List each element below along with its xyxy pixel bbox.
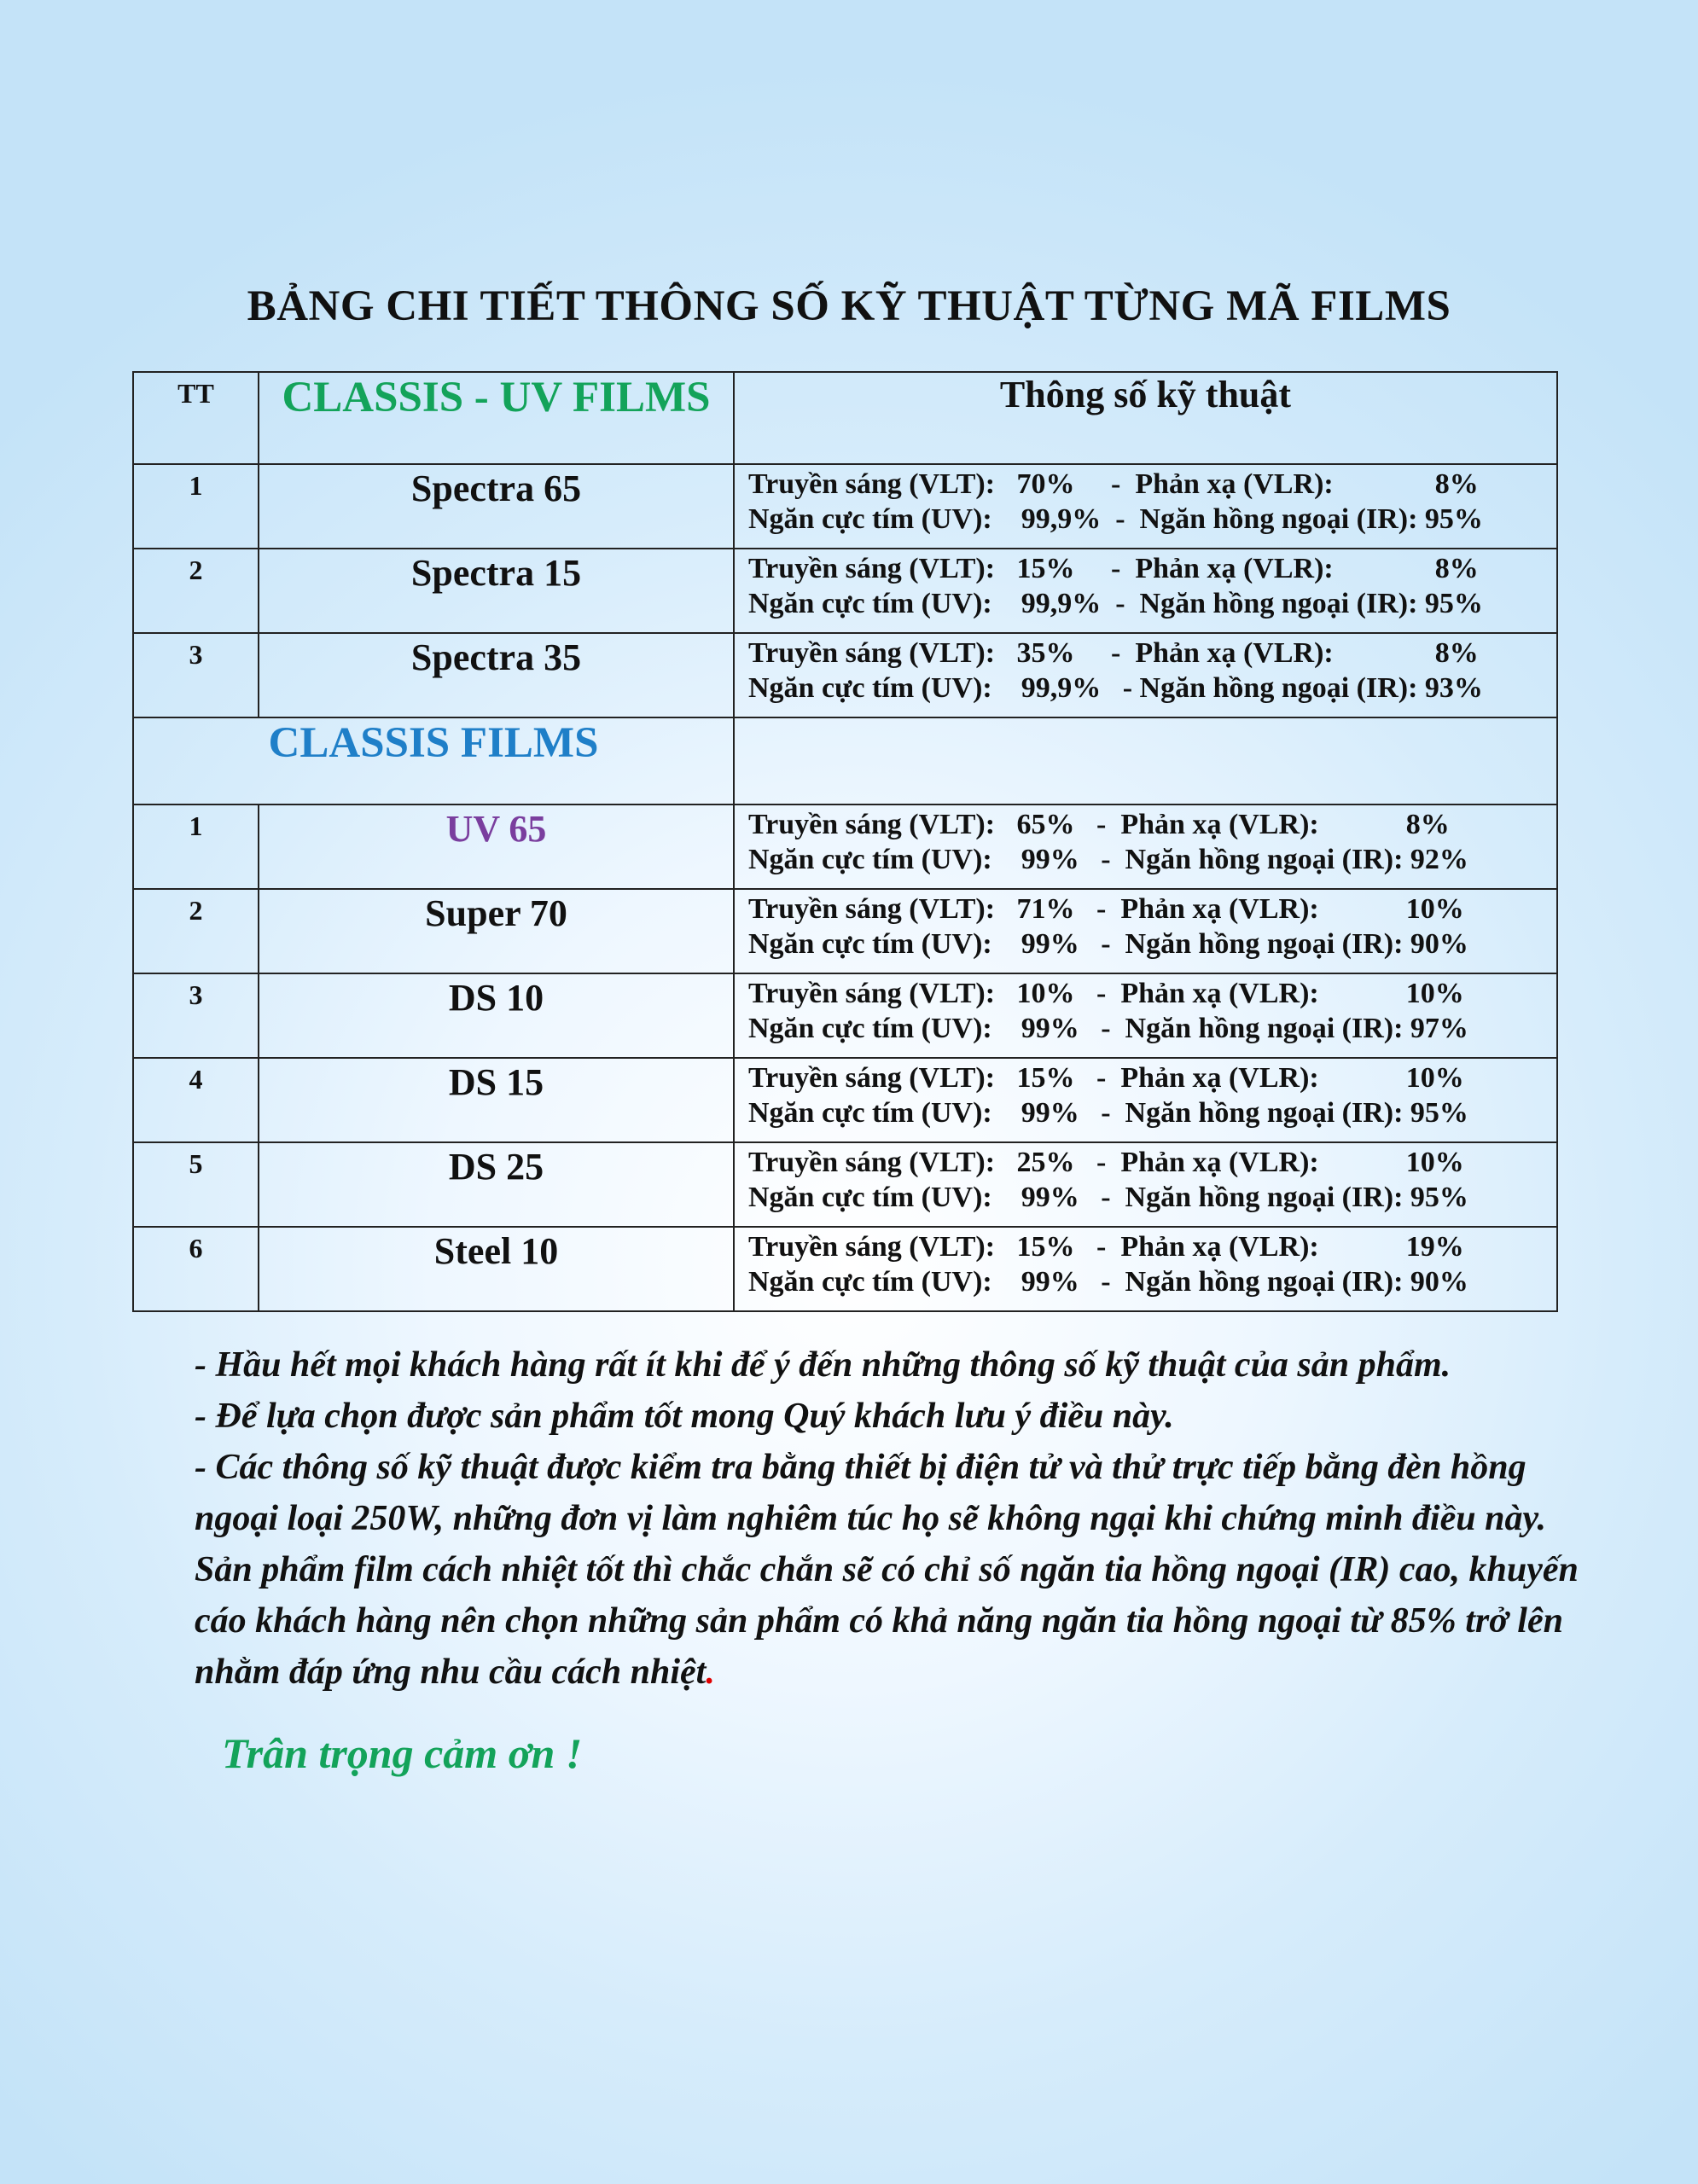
spec-line: Truyền sáng (VLT): 10% - Phản xạ (VLR): 10% [748,978,1464,1009]
note-text: - Các thông số kỹ thuật được kiểm tra bằng thiết bị điện tử và thử trực tiếp bằng đèn hồng ngoại loại 250W, những đơn vị làm nghiêm túc họ sẽ không ngại khi chứng minh điều này. Sản phẩm film cách nhiệt tốt thì chắc chắn sẽ có chỉ số ngăn tia hồng ngoại (IR) cao, khuyến cáo khách hàng nên chọn những sản phẩm có khả năng ngăn tia hồng ngoại từ 85% trở lên nhằm đáp ứng nhu cầu cách nhiệt [195,1448,1579,1692]
spec-line: Truyền sáng (VLT): 15% - Phản xạ (VLR): 10% [748,1062,1464,1094]
row-number: 3 [133,633,259,717]
spec-line: Truyền sáng (VLT): 70% - Phản xạ (VLR): 8% [748,468,1479,500]
spec-line: Ngăn cực tím (UV): 99% - Ngăn hồng ngoại (IR): 90% [748,928,1468,960]
spec-values [734,1142,1557,1227]
red-period: . [706,1653,715,1692]
note-line: - Hầu hết mọi khách hàng rất ít khi để ý đến những thông số kỹ thuật của sản phẩm. [195,1345,1451,1385]
spec-values [734,464,1557,549]
spec-line: Ngăn cực tím (UV): 99,9% - Ngăn hồng ngoại (IR): 95% [748,503,1483,535]
row-number: 6 [133,1227,259,1311]
note-paragraph [195,1442,1594,1698]
spec-line: Truyền sáng (VLT): 15% - Phản xạ (VLR): 8% [748,553,1479,584]
row-number: 2 [133,889,259,973]
tt-header: TT [133,372,259,464]
page-title: BẢNG CHI TIẾT THÔNG SỐ KỸ THUẬT TỪNG MÃ FILMS [247,282,1451,330]
table-header-row [133,372,1557,464]
spec-values [734,1227,1557,1311]
row-number: 2 [133,549,259,633]
section-row [133,717,1557,804]
product-name: DS 10 [259,973,734,1058]
table-row [133,549,1557,633]
table-row [133,973,1557,1058]
table-row [133,464,1557,549]
section-title: CLASSIS FILMS [133,717,734,804]
spec-line: Truyền sáng (VLT): 71% - Phản xạ (VLR): 10% [748,893,1464,925]
spec-line: Ngăn cực tím (UV): 99% - Ngăn hồng ngoại (IR): 92% [748,844,1468,875]
table-row [133,1227,1557,1311]
thanks-text: Trân trọng cảm ơn ! [222,1729,583,1777]
table-row [133,633,1557,717]
row-number: 4 [133,1058,259,1142]
row-number: 3 [133,973,259,1058]
spec-values [734,889,1557,973]
product-name: DS 25 [259,1142,734,1227]
product-name: Spectra 35 [259,633,734,717]
spec-line: Truyền sáng (VLT): 25% - Phản xạ (VLR): 10% [748,1147,1464,1178]
note-line: - Để lựa chọn được sản phẩm tốt mong Quý khách lưu ý điều này. [195,1397,1174,1436]
spec-line: Truyền sáng (VLT): 15% - Phản xạ (VLR): 19% [748,1231,1464,1263]
row-number: 1 [133,464,259,549]
product-name: Super 70 [259,889,734,973]
spec-line: Truyền sáng (VLT): 65% - Phản xạ (VLR): 8% [748,809,1450,840]
table-row [133,1142,1557,1227]
table-row [133,1058,1557,1142]
product-name: Spectra 65 [259,464,734,549]
spec-header: Thông số kỹ thuật [734,372,1557,464]
spec-line: Ngăn cực tím (UV): 99% - Ngăn hồng ngoại (IR): 95% [748,1182,1468,1213]
row-number: 5 [133,1142,259,1227]
product-name: Steel 10 [259,1227,734,1311]
table-row [133,804,1557,889]
spec-line: Ngăn cực tím (UV): 99% - Ngăn hồng ngoại (IR): 90% [748,1266,1468,1298]
table-row [133,889,1557,973]
spec-values [734,973,1557,1058]
spec-line: Ngăn cực tím (UV): 99,9% - Ngăn hồng ngoại (IR): 93% [748,672,1483,704]
series-header: CLASSIS - UV FILMS [259,372,734,464]
spec-values [734,1058,1557,1142]
spec-line: Ngăn cực tím (UV): 99% - Ngăn hồng ngoại (IR): 95% [748,1097,1468,1129]
product-name: DS 15 [259,1058,734,1142]
spec-line: Ngăn cực tím (UV): 99,9% - Ngăn hồng ngoại (IR): 95% [748,588,1483,619]
spec-values [734,549,1557,633]
spec-values [734,804,1557,889]
product-name: Spectra 15 [259,549,734,633]
row-number: 1 [133,804,259,889]
spec-table [132,371,1558,1312]
spec-line: Truyền sáng (VLT): 35% - Phản xạ (VLR): 8% [748,637,1479,669]
spec-line: Ngăn cực tím (UV): 99% - Ngăn hồng ngoại (IR): 97% [748,1013,1468,1044]
product-name: UV 65 [259,804,734,889]
spec-values [734,633,1557,717]
notes-block [195,1339,1594,1698]
section-empty-cell [734,717,1557,804]
